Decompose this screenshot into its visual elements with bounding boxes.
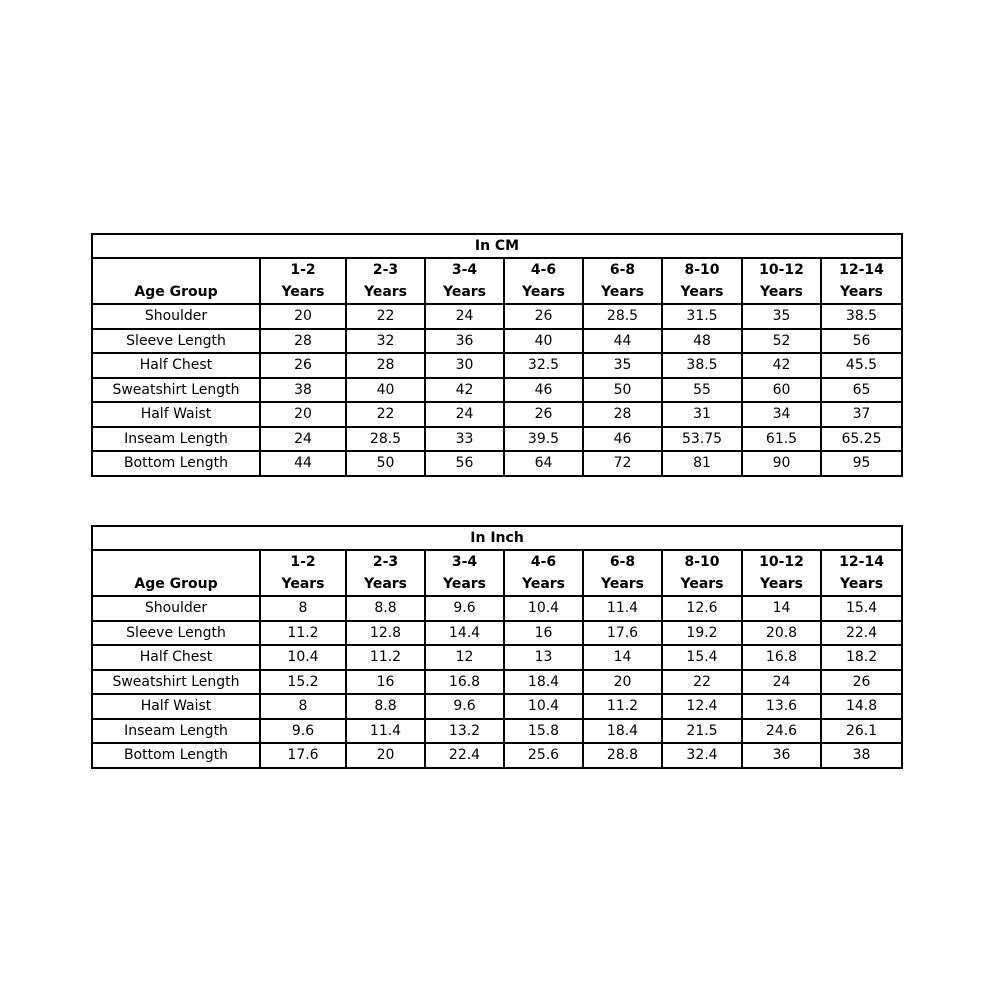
- table-cell: 22: [662, 670, 742, 695]
- column-header: [425, 550, 504, 596]
- row-label: Sleeve Length: [92, 621, 260, 646]
- age-unit: Years: [839, 284, 884, 300]
- column-header: [504, 550, 583, 596]
- row-label: Sweatshirt Length: [92, 670, 260, 695]
- table-title: In CM: [92, 234, 902, 258]
- row-label: Half Waist: [92, 694, 260, 719]
- table-cell: 10.4: [504, 694, 583, 719]
- size-table-inch: [91, 525, 903, 769]
- table-cell: 21.5: [662, 719, 742, 744]
- age-range: 8-10: [684, 554, 720, 570]
- age-unit: Years: [759, 576, 804, 592]
- age-unit: Years: [680, 576, 724, 592]
- table-cell: 20: [583, 670, 662, 695]
- table-cell: 22.4: [425, 743, 504, 768]
- table-cell: 36: [425, 329, 504, 354]
- column-header: [821, 258, 902, 304]
- table-cell: 60: [742, 378, 821, 403]
- age-unit: Years: [442, 284, 487, 300]
- table-cell: 46: [583, 427, 662, 452]
- table-cell: 48: [662, 329, 742, 354]
- row-label: Shoulder: [92, 304, 260, 329]
- table-cell: 11.2: [583, 694, 662, 719]
- table-cell: 38: [821, 743, 902, 768]
- table-cell: 12.4: [662, 694, 742, 719]
- table-cell: 33: [425, 427, 504, 452]
- table-cell: 16: [346, 670, 425, 695]
- table-cell: 28.5: [583, 304, 662, 329]
- age-range: 1-2: [290, 262, 316, 278]
- table-cell: 18.4: [504, 670, 583, 695]
- table-cell: 90: [742, 451, 821, 476]
- table-cell: 10.4: [504, 596, 583, 621]
- table-cell: 40: [504, 329, 583, 354]
- table-cell: 15.8: [504, 719, 583, 744]
- row-label: Inseam Length: [92, 427, 260, 452]
- table-cell: 38.5: [662, 353, 742, 378]
- table-cell: 16.8: [742, 645, 821, 670]
- age-unit: Years: [363, 576, 408, 592]
- table-cell: 34: [742, 402, 821, 427]
- table-cell: 16: [504, 621, 583, 646]
- table-cell: 38.5: [821, 304, 902, 329]
- table-cell: 8.8: [346, 694, 425, 719]
- table-cell: 65.25: [821, 427, 902, 452]
- table-row: [92, 378, 902, 403]
- table-cell: 46: [504, 378, 583, 403]
- age-unit: Years: [281, 284, 325, 300]
- age-range: 10-12: [759, 554, 804, 570]
- column-header: [662, 258, 742, 304]
- table-cell: 35: [742, 304, 821, 329]
- table-cell: 13: [504, 645, 583, 670]
- age-unit: Years: [521, 576, 566, 592]
- table-title: In Inch: [92, 526, 902, 550]
- table-cell: 8: [260, 694, 346, 719]
- table-row: [92, 353, 902, 378]
- table-cell: 19.2: [662, 621, 742, 646]
- table-cell: 81: [662, 451, 742, 476]
- table-row: [92, 402, 902, 427]
- table-row: [92, 304, 902, 329]
- table-cell: 39.5: [504, 427, 583, 452]
- table-cell: 30: [425, 353, 504, 378]
- table-row: [92, 427, 902, 452]
- row-label: Half Waist: [92, 402, 260, 427]
- age-range: 3-4: [451, 262, 478, 278]
- table-row: [92, 645, 902, 670]
- row-label: Half Chest: [92, 645, 260, 670]
- table-cell: 26: [821, 670, 902, 695]
- table-row: [92, 670, 902, 695]
- table-cell: 56: [821, 329, 902, 354]
- table-cell: 38: [260, 378, 346, 403]
- table-cell: 36: [742, 743, 821, 768]
- table-cell: 44: [260, 451, 346, 476]
- row-label: Sleeve Length: [92, 329, 260, 354]
- age-range: 3-4: [451, 554, 478, 570]
- age-range: 2-3: [372, 262, 399, 278]
- table-cell: 26.1: [821, 719, 902, 744]
- table-cell: 17.6: [583, 621, 662, 646]
- table-cell: 11.4: [346, 719, 425, 744]
- table-row: [92, 694, 902, 719]
- row-label: Shoulder: [92, 596, 260, 621]
- column-header: [346, 258, 425, 304]
- table-cell: 15.2: [260, 670, 346, 695]
- table-cell: 53.75: [662, 427, 742, 452]
- table-cell: 14: [583, 645, 662, 670]
- table-cell: 28: [346, 353, 425, 378]
- table-cell: 32.5: [504, 353, 583, 378]
- age-range: 8-10: [684, 262, 720, 278]
- table-cell: 55: [662, 378, 742, 403]
- row-label: Bottom Length: [92, 743, 260, 768]
- table-cell: 22: [346, 402, 425, 427]
- table-cell: 45.5: [821, 353, 902, 378]
- table-cell: 12.8: [346, 621, 425, 646]
- table-cell: 28: [583, 402, 662, 427]
- table-cell: 8.8: [346, 596, 425, 621]
- table-cell: 52: [742, 329, 821, 354]
- size-table-cm: [91, 233, 903, 477]
- age-unit: Years: [442, 576, 487, 592]
- row-label: Half Chest: [92, 353, 260, 378]
- table-row: [92, 596, 902, 621]
- table-cell: 17.6: [260, 743, 346, 768]
- table-cell: 16.8: [425, 670, 504, 695]
- table-cell: 13.6: [742, 694, 821, 719]
- row-label: Inseam Length: [92, 719, 260, 744]
- table-cell: 28: [260, 329, 346, 354]
- table-cell: 8: [260, 596, 346, 621]
- table-cell: 20.8: [742, 621, 821, 646]
- table-cell: 65: [821, 378, 902, 403]
- table-cell: 12: [425, 645, 504, 670]
- table-cell: 20: [346, 743, 425, 768]
- table-cell: 15.4: [821, 596, 902, 621]
- table-cell: 24: [742, 670, 821, 695]
- table-cell: 72: [583, 451, 662, 476]
- age-range: 12-14: [839, 262, 884, 278]
- table-cell: 50: [346, 451, 425, 476]
- table-row: [92, 329, 902, 354]
- age-range: 4-6: [530, 262, 557, 278]
- age-unit: Years: [759, 284, 804, 300]
- table-cell: 18.2: [821, 645, 902, 670]
- table-cell: 11.4: [583, 596, 662, 621]
- table-cell: 24: [260, 427, 346, 452]
- age-unit: Years: [363, 284, 408, 300]
- age-unit: Years: [680, 284, 724, 300]
- table-cell: 20: [260, 402, 346, 427]
- age-group-header: Age Group: [92, 550, 260, 596]
- column-header: [504, 258, 583, 304]
- age-unit: Years: [840, 576, 884, 592]
- table-cell: 14.4: [425, 621, 504, 646]
- column-header: [742, 258, 821, 304]
- table-cell: 25.6: [504, 743, 583, 768]
- table-cell: 32.4: [662, 743, 742, 768]
- table-cell: 24: [425, 402, 504, 427]
- table-cell: 24.6: [742, 719, 821, 744]
- table-cell: 50: [583, 378, 662, 403]
- table-cell: 18.4: [583, 719, 662, 744]
- table-cell: 14.8: [821, 694, 902, 719]
- age-unit: Years: [281, 576, 325, 592]
- table-cell: 11.2: [260, 621, 346, 646]
- table-cell: 15.4: [662, 645, 742, 670]
- table-cell: 9.6: [260, 719, 346, 744]
- age-unit: Years: [521, 284, 566, 300]
- table-row: [92, 451, 902, 476]
- table-cell: 31.5: [662, 304, 742, 329]
- table-cell: 28.8: [583, 743, 662, 768]
- table-cell: 61.5: [742, 427, 821, 452]
- table-cell: 37: [821, 402, 902, 427]
- table-cell: 32: [346, 329, 425, 354]
- age-range: 2-3: [372, 554, 399, 570]
- column-header: [821, 550, 902, 596]
- table-cell: 26: [260, 353, 346, 378]
- column-header: [583, 258, 662, 304]
- table-cell: 26: [504, 304, 583, 329]
- table-cell: 40: [346, 378, 425, 403]
- row-label: Bottom Length: [92, 451, 260, 476]
- table-cell: 28.5: [346, 427, 425, 452]
- age-range: 12-14: [839, 554, 884, 570]
- table-cell: 24: [425, 304, 504, 329]
- column-header: [583, 550, 662, 596]
- age-unit: Years: [600, 576, 645, 592]
- table-cell: 64: [504, 451, 583, 476]
- age-range: 6-8: [609, 554, 636, 570]
- table-cell: 22.4: [821, 621, 902, 646]
- age-range: 6-8: [609, 262, 636, 278]
- table-row: [92, 719, 902, 744]
- table-cell: 20: [260, 304, 346, 329]
- table-cell: 42: [425, 378, 504, 403]
- age-unit: Years: [600, 284, 645, 300]
- table-cell: 31: [662, 402, 742, 427]
- age-range: 1-2: [290, 554, 316, 570]
- age-range: 10-12: [759, 262, 804, 278]
- table-row: [92, 743, 902, 768]
- column-header: [260, 550, 346, 596]
- column-header: [260, 258, 346, 304]
- column-header: [662, 550, 742, 596]
- age-range: 4-6: [530, 554, 557, 570]
- table-cell: 35: [583, 353, 662, 378]
- table-cell: 95: [821, 451, 902, 476]
- table-cell: 13.2: [425, 719, 504, 744]
- column-header: [425, 258, 504, 304]
- column-header: [742, 550, 821, 596]
- table-cell: 9.6: [425, 596, 504, 621]
- table-cell: 12.6: [662, 596, 742, 621]
- table-cell: 10.4: [260, 645, 346, 670]
- row-label: Sweatshirt Length: [92, 378, 260, 403]
- age-group-header: Age Group: [92, 258, 260, 304]
- table-cell: 9.6: [425, 694, 504, 719]
- table-cell: 44: [583, 329, 662, 354]
- table-cell: 42: [742, 353, 821, 378]
- table-cell: 26: [504, 402, 583, 427]
- table-cell: 56: [425, 451, 504, 476]
- table-cell: 22: [346, 304, 425, 329]
- table-cell: 14: [742, 596, 821, 621]
- table-cell: 11.2: [346, 645, 425, 670]
- column-header: [346, 550, 425, 596]
- table-row: [92, 621, 902, 646]
